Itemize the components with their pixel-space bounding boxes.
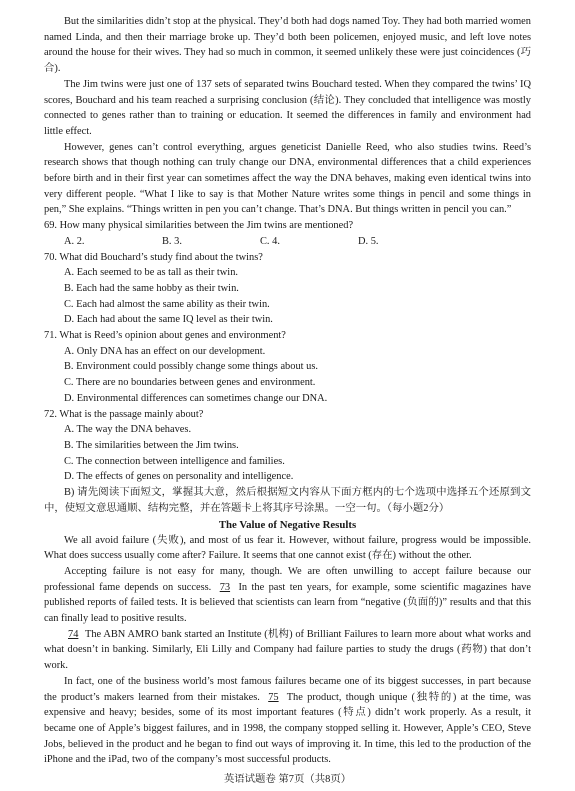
question-stem: 72. What is the passage mainly about? — [44, 408, 204, 420]
option-a: A. The way the DNA behaves. — [64, 424, 192, 436]
option-c: C. 4. — [260, 235, 280, 247]
blank-75: 75 — [268, 691, 279, 703]
question-69 — [44, 218, 531, 249]
question-stem: 70. What did Bouchard’s study find about the twins? — [44, 251, 263, 263]
option-d: D. The effects of genes on personality and intelligence. — [64, 471, 294, 483]
option-b: B. The similarities between the Jim twins. — [64, 439, 239, 451]
option-a: A. Only DNA has an effect on our development. — [64, 345, 266, 357]
option-a: A. 2. — [64, 235, 85, 247]
section-b-paragraph-2 — [44, 564, 531, 627]
option-c: C. There are no boundaries between genes and environment. — [64, 377, 316, 389]
option-b: B. Environment could possibly change some things about us. — [64, 361, 318, 373]
passage-paragraph-3: However, genes can’t control everything, argues geneticist Danielle Reed, who also studies twins. Reed’s research shows that though nothing can truly change our DNA, environmental differences that a child experiences before birth and in their first year can sometimes affect the way the DNA behaves, making even identical twins into very different people. “What I like to say is that Mother Nature writes some things in pencil and some things in pen,” She explains. “Things written in pen you can’t change. That’s DNA. But things written in pencil you can.” — [44, 141, 531, 216]
section-b-paragraph-3 — [44, 627, 531, 674]
section-b-instructions: B) 请先阅读下面短文，掌握其大意，然后根据短文内容从下面方框内的七个选项中选择五个还原到文中，使短文意思通顺、结构完整，并在答题卡上将其序号涂黑。一空一句。（每小题2分） — [44, 487, 531, 514]
blank-73: 73 — [219, 581, 231, 593]
paragraph-text: Accepting failure is not easy for many, though. We are often unwilling to accept failure because our professional fame depends on success. — [44, 565, 531, 593]
question-stem: 69. How many physical similarities between the Jim twins are mentioned? — [44, 220, 354, 232]
paragraph-text: In the past ten years, for example, some scientific magazines have published reports of failed tests. It is believed that scientists can learn from “negative (负面的)” results and that this can finally lead to positive results. — [44, 581, 531, 625]
option-b: B. Each had the same hobby as their twin. — [64, 282, 239, 294]
question-stem: 71. What is Reed’s opinion about genes and environment? — [44, 330, 286, 342]
option-a: A. Each seemed to be as tall as their twin. — [64, 267, 238, 279]
passage-paragraph-1: But the similarities didn’t stop at the physical. They’d both had dogs named Toy. They had both married women named Linda, and then their marriage broke up. They’d both been policemen, enjoyed music, and left love notes around the house for their wives. They had so much in common, it seemed unlikely these were just coincidences (巧合). — [44, 16, 531, 75]
question-72 — [44, 407, 531, 486]
section-b-paragraph-4 — [44, 674, 531, 768]
options-row — [64, 234, 531, 250]
option-d: D. 5. — [358, 235, 379, 247]
option-c: C. The connection between intelligence and families. — [64, 455, 285, 467]
question-71 — [44, 328, 531, 407]
option-d: D. Environmental differences can sometimes change our DNA. — [64, 392, 328, 404]
passage-paragraph-2: The Jim twins were just one of 137 sets of separated twins Bouchard tested. When they compared the twins’ IQ scores, Bouchard and his team reached a surprising conclusion (结论). They concluded that intelligence was mostly connected to genes rather than to training or education. It seemed the differences in family and environment had little effect. — [44, 78, 531, 137]
blank-74: 74 — [68, 628, 79, 640]
option-d: D. Each had about the same IQ level as their twin. — [64, 314, 273, 326]
paragraph-text: In fact, one of the business world’s most famous failures became one of its biggest successes, in part because the product’s makers learned from their mistakes. — [44, 675, 531, 703]
paragraph-text: The product, though unique (独特的) at the time, was expensive and heavy; besides, some of its most important features (特点) didn’t work properly. As a result, it became one of Apple’s biggest failures, and in 1998, the company stopped selling it. However, Apple’s CEO, Steve Jobs, believed in the product and he began to find out ways of improving it. In time, this led to the production of the iPhone and the iPad, two of the company’s most successful products. — [44, 691, 531, 766]
section-b-paragraph-1: We all avoid failure (失败), and most of us fear it. However, without failure, progress would be impossible. What does success usually come after? Failure. It seems that one cannot exist (存在) without the other. — [44, 534, 531, 562]
paragraph-text: The ABN AMRO bank started an Institute (机构) of Brilliant Failures to learn more about what works and what doesn’t in banking. Similarly, Eli Lilly and Company had failure parties to study the drugs (药物) that don’t work. — [44, 628, 531, 672]
page-footer: 英语试题卷 第7页（共8页） — [223, 774, 352, 785]
question-70 — [44, 250, 531, 329]
option-c: C. Each had almost the same ability as their twin. — [64, 298, 270, 310]
option-b: B. 3. — [162, 235, 182, 247]
passage-title: The Value of Negative Results — [218, 518, 357, 531]
